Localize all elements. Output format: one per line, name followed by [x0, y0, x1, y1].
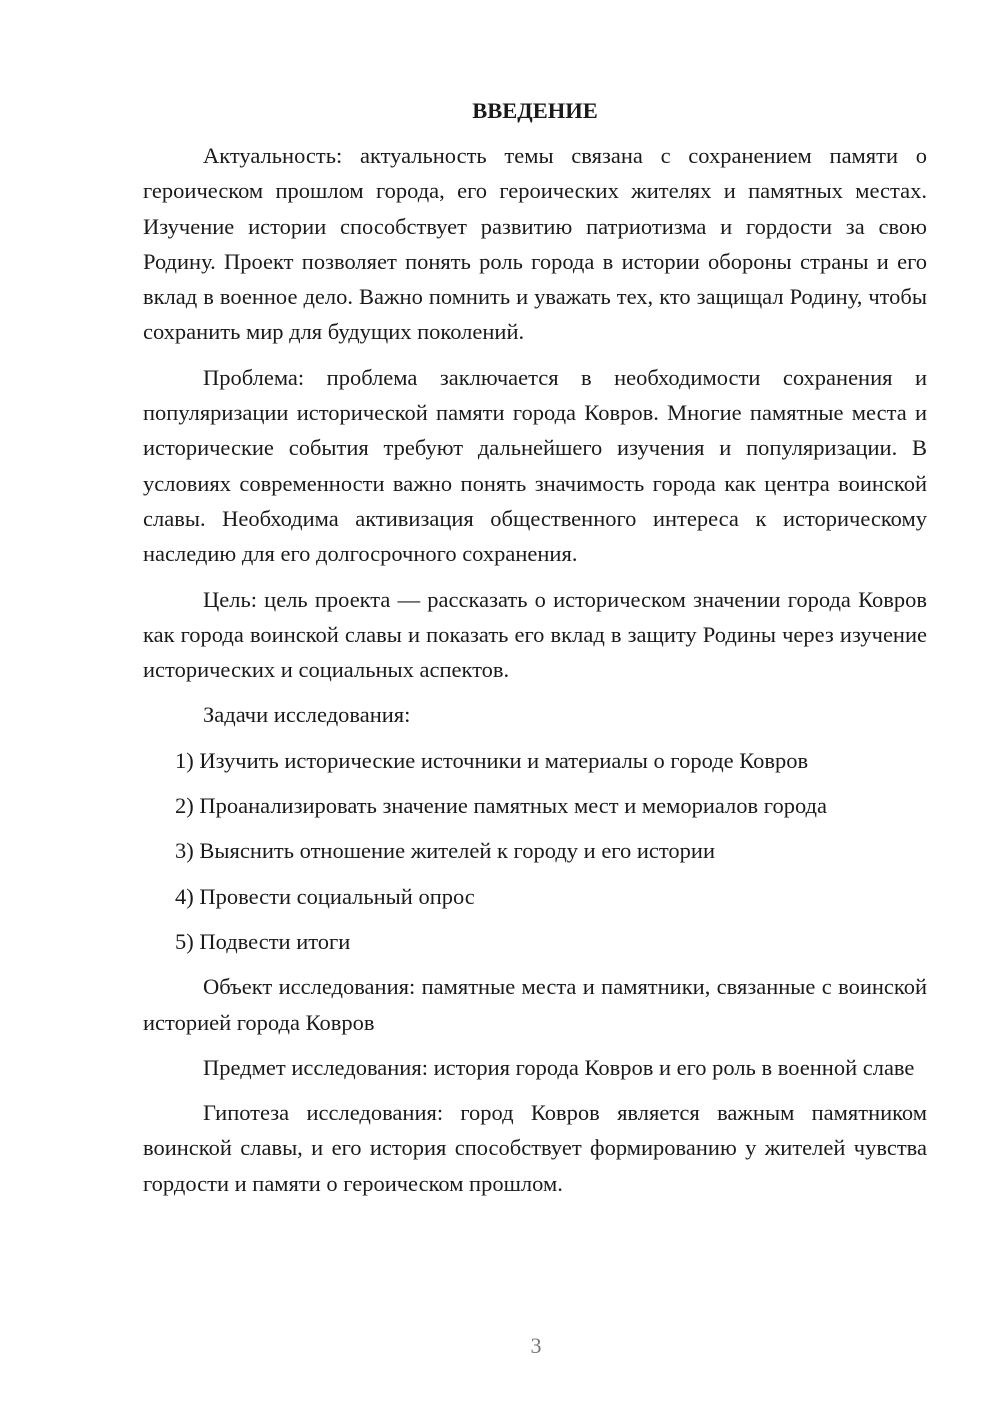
- task-item-4: 4) Провести социальный опрос: [175, 883, 475, 909]
- task-item-5: 5) Подвести итоги: [175, 928, 351, 954]
- task-item-1: 1) Изучить исторические источники и материалы о городе Ковров: [175, 747, 809, 773]
- subject-paragraph: Предмет исследования: история города Ковров и его роль в военной славе: [203, 1054, 915, 1080]
- object-paragraph: Объект исследования: памятные места и памятники, связанные с воинской историей города Ковров: [143, 974, 927, 1035]
- problem-paragraph: Проблема: проблема заключается в необходимости сохранения и популяризации исторической памяти города Ковров. Многие памятные места и исторические события требуют дальнейшего изучения и популяризации. В условиях современности важно понять значимость города как центра воинской славы. Необходима активизация общественного интереса к историческому наследию для его долгосрочного сохранения.: [143, 364, 927, 567]
- tasks-heading: Задачи исследования:: [203, 702, 411, 728]
- task-list: [143, 743, 927, 959]
- page-number: 3: [530, 1333, 542, 1358]
- task-item-3: 3) Выяснить отношение жителей к городу и его истории: [175, 838, 715, 864]
- relevance-paragraph: Актуальность: актуальность темы связана с сохранением памяти о героическом прошлом города, его героических жителях и памятных местах. Изучение истории способствует развитию патриотизма и гордости за свою Родину. Проект позволяет понять роль города в истории обороны страны и его вклад в военное дело. Важно помнить и уважать тех, кто защищал Родину, чтобы сохранить мир для будущих поколений.: [143, 143, 927, 345]
- task-item-2: 2) Проанализировать значение памятных мест и мемориалов города: [175, 793, 827, 819]
- goal-paragraph: Цель: цель проекта — рассказать о историческом значении города Ковров как города воинской славы и показать его вклад в защиту Родины через изучение исторических и социальных аспектов.: [143, 586, 927, 683]
- page-content: [143, 96, 927, 1211]
- hypothesis-paragraph: Гипотеза исследования: город Ковров является важным памятником воинской славы, и его история способствует формированию у жителей чувства гордости и памяти о героическом прошлом.: [143, 1100, 927, 1196]
- page-title: ВВЕДЕНИЕ: [472, 98, 598, 123]
